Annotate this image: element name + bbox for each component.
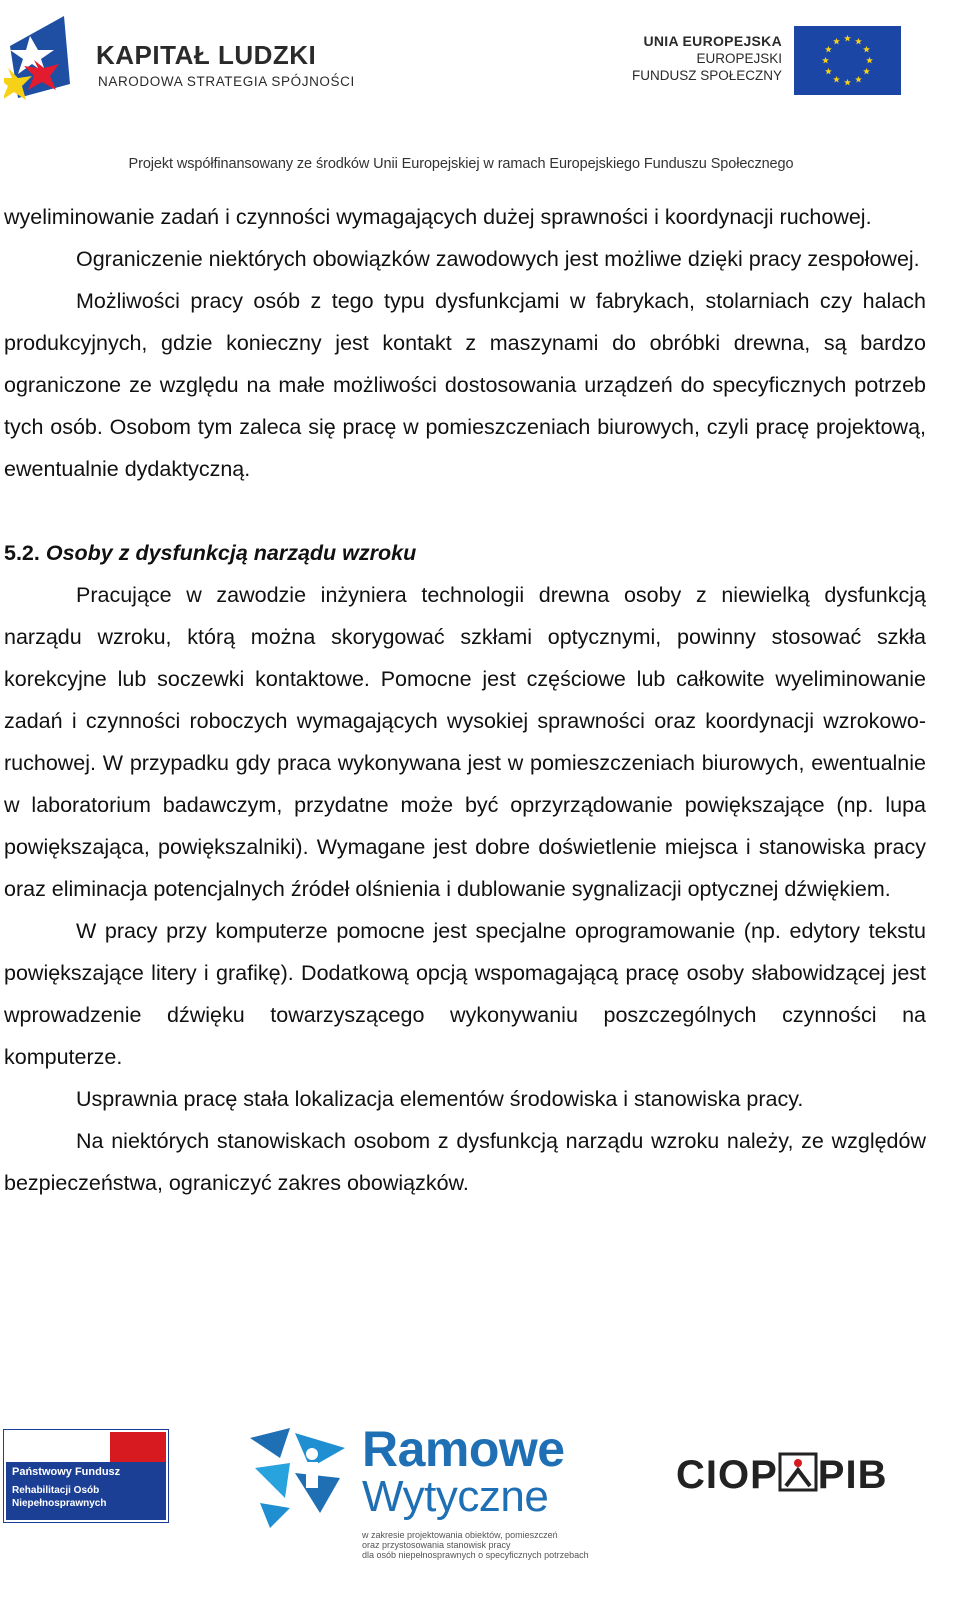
ramowe-wytyczne-graphic-icon	[250, 1428, 350, 1528]
pfron-line-2: Rehabilitacji Osób	[12, 1485, 100, 1496]
kapital-ludzki-title: KAPITAŁ LUDZKI	[96, 40, 317, 70]
document-body	[4, 196, 926, 1204]
pfron-line-1: Państwowy Fundusz	[12, 1466, 121, 1478]
page-header	[0, 0, 960, 190]
ramowe-note	[362, 1530, 589, 1560]
eu-text-block	[632, 33, 782, 84]
eu-line-2: EUROPEJSKI	[696, 51, 782, 66]
ramowe-note-line-1: w zakresie projektowania obiektów, pomieszczeń	[362, 1530, 558, 1540]
paragraph: Możliwości pracy osób z tego typu dysfunkcjami w fabrykach, stolarniach czy halach produkcyjnych, gdzie konieczny jest kontakt z maszynami do obróbki drewna, są bardzo ograniczone ze względu na małe możliwości dostosowania urządzeń do specyficznych potrzeb tych osób. Osobom tym zaleca się pracę w pomieszczeniach biurowych, czyli pracę projektową, ewentualnie dydaktyczną.	[4, 289, 926, 481]
paragraph: W pracy przy komputerze pomocne jest specjalne oprogramowanie (np. edytory tekstu powiększające litery i grafikę). Dodatkową opcją wspomagającą pracę osoby słabowidzącej jest wprowadzenie dźwięku towarzyszącego wykonywaniu poszczególnych czynności na komputerze.	[4, 919, 926, 1069]
page-footer	[0, 1420, 960, 1621]
pfron-lines	[12, 1484, 106, 1510]
ramowe-note-line-3: dla osób niepełnosprawnych o specyficznych potrzebach	[362, 1550, 589, 1560]
paragraph: Na niektórych stanowiskach osobom z dysfunkcją narządu wzroku należy, ze względów bezpieczeństwa, ograniczyć zakres obowiązków.	[4, 1129, 926, 1195]
cofinance-note: Projekt współfinansowany ze środków Unii Europejskiej w ramach Europejskiego Funduszu Społecznego	[128, 156, 794, 172]
eu-line-3: FUNDUSZ SPOŁECZNY	[631, 68, 782, 83]
pfron-line-3: Niepełnosprawnych	[12, 1498, 107, 1509]
ramowe-title: Ramowe	[362, 1421, 565, 1477]
kapital-ludzki-subtitle: NARODOWA STRATEGIA SPÓJNOŚCI	[98, 74, 355, 89]
eu-flag-icon	[794, 26, 901, 95]
ciop-pib-logo	[676, 1452, 887, 1498]
pfron-logo	[4, 1430, 168, 1522]
paragraph: Ograniczenie niektórych obowiązków zawodowych jest możliwe dzięki pracy zespołowej.	[76, 247, 920, 271]
paragraph: Pracujące w zawodzie inżyniera technologii drewna osoby z niewielką dysfunkcją narządu wzroku, którą można skorygować szkłami optycznymi, powinny stosować szkła korekcyjne lub soczewki kontaktowe. Pomocne jest częściowe lub całkowite wyeliminowanie zadań i czynności roboczych wymagających wysokiej sprawności oraz koordynacji wzrokowo-ruchowej. W przypadku gdy praca wykonywana jest w pomieszczeniach biurowych, ewentualnie w laboratorium badawczym, przydatne może być oprzyrządowanie powiększające (np. lupa powiększająca, powiększalniki). Wymagane jest dobre doświetlenie miejsca i stanowiska pracy oraz eliminacja potencjalnych źródeł olśnienia i dublowanie sygnalizacji optycznej dźwiękiem.	[4, 583, 926, 901]
kapital-ludzki-logo-icon	[4, 6, 76, 116]
pib-text: PIB	[817, 1453, 888, 1497]
paragraph: Usprawnia pracę stała lokalizacja elementów środowiska i stanowiska pracy.	[76, 1087, 804, 1111]
spacer	[4, 490, 926, 532]
section-title: Osoby z dysfunkcją narządu wzroku	[45, 541, 417, 565]
ciop-person-icon	[778, 1452, 818, 1492]
section-number: 5.2.	[4, 541, 40, 565]
ramowe-note-line-2: oraz przystosowania stanowisk pracy	[362, 1540, 511, 1550]
section-heading	[4, 532, 926, 574]
wytyczne-title: Wytyczne	[362, 1472, 549, 1521]
ciop-text: CIOP	[676, 1453, 778, 1497]
eu-line-1: UNIA EUROPEJSKA	[643, 33, 782, 49]
pfron-red-bar	[110, 1432, 166, 1462]
paragraph: wyeliminowanie zadań i czynności wymagających dużej sprawności i koordynacji ruchowej.	[4, 205, 872, 229]
